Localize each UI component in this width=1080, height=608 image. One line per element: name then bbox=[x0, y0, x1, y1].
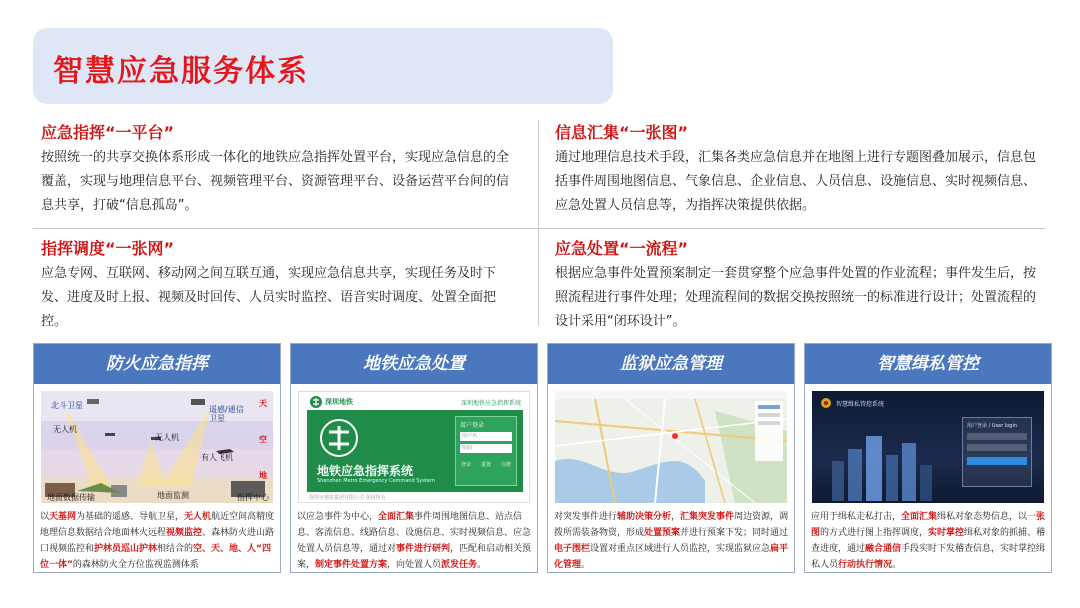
highlight-text: 辅助决策分析 bbox=[617, 512, 672, 522]
section-platform bbox=[41, 122, 521, 218]
metro-login-form bbox=[455, 416, 517, 486]
description-text: 事件周围地图信息、站点信息、客流信息、线路信息、设施信息、实时视频信息、应急处置人员信息等，通过对 bbox=[297, 512, 532, 554]
section-process bbox=[555, 238, 1045, 334]
highlight-text: 视频监控 bbox=[166, 528, 203, 538]
section-title: 应急指挥“一平台” bbox=[41, 123, 175, 142]
highlight-text: 电子围栏 bbox=[554, 544, 591, 554]
description-text: 航近空间高精度地理信息数据结合地面林火远程 bbox=[40, 512, 275, 538]
highlight-text: 全面汇集 bbox=[378, 512, 415, 522]
card-smuggling-control bbox=[804, 343, 1052, 573]
section-body: 应急专网、互联网、移动网之间互联互通，实现应急信息共享，实现任务及时下发、进度及时上报、视频及时回传、人员实时监控、语音实时调度、处置全面把控。 bbox=[41, 266, 497, 329]
description-text: 为基础的遥感、导航卫星， bbox=[76, 512, 185, 522]
metro-system-name-en: Shenzhen Metro Emergency Command System bbox=[317, 478, 435, 484]
highlight-text: 处置预案 bbox=[644, 528, 681, 538]
uav-label: 无人机 bbox=[155, 433, 179, 442]
section-network bbox=[41, 238, 521, 334]
highlight-text: 派发任务 bbox=[441, 560, 478, 570]
description-text: 缉私对象的抓捕、稽查进度，通过 bbox=[811, 528, 1046, 554]
metro-login-panel bbox=[307, 410, 523, 492]
metro-footer: 深圳市地铁集团有限公司 版权所有 bbox=[309, 495, 386, 501]
card-fire-command bbox=[33, 343, 281, 573]
metro-logo-icon bbox=[309, 395, 323, 409]
password-field[interactable] bbox=[967, 444, 1027, 451]
metro-system-name: 地铁应急指挥系统 bbox=[317, 464, 414, 478]
description-text: 、森林防火进山路口视频监控和 bbox=[40, 528, 275, 554]
ground-transmission-label: 地面数据传输 bbox=[47, 493, 95, 502]
section-body: 通过地理信息技术手段，汇集各类应急信息并在地图上进行专题图叠加展示，信息包括事件周围地图信息、气象信息、企业信息、人员信息、设施信息、实时视频信息、应急处置人员信息等，为指挥决策提供依据。 bbox=[555, 150, 1037, 213]
fire-command-diagram bbox=[41, 391, 273, 503]
command-center-label: 指挥中心 bbox=[237, 493, 269, 502]
highlight-text: 制定事件处置方案 bbox=[315, 560, 388, 570]
kong-label: 空 bbox=[259, 435, 267, 444]
username-field[interactable]: 用户名 bbox=[460, 432, 512, 441]
vertical-divider bbox=[538, 120, 539, 325]
highlight-text: 护林员巡山护林 bbox=[94, 544, 158, 554]
description-text: 对突发事件进行 bbox=[554, 512, 618, 522]
description-text: 。 bbox=[892, 560, 902, 570]
description-text: ，匹配和启动相关预案， bbox=[297, 544, 532, 570]
card-header: 地铁应急处置 bbox=[291, 344, 537, 384]
prison-map-screenshot bbox=[555, 391, 787, 503]
card-header: 智慧缉私管控 bbox=[805, 344, 1051, 384]
description-text: 。 bbox=[581, 560, 591, 570]
section-map bbox=[555, 122, 1045, 218]
highlight-text: 空、天、地、人“四位一体” bbox=[40, 544, 271, 570]
description-text: 以应急事件为中心， bbox=[297, 512, 379, 522]
card-header: 防火应急指挥 bbox=[34, 344, 280, 384]
description-text: 相结合的 bbox=[157, 544, 194, 554]
reset-button[interactable]: 重置 bbox=[480, 462, 491, 468]
highlight-text: 行动执行情况 bbox=[838, 560, 893, 570]
card-description bbox=[554, 509, 790, 573]
login-title: 用户登录 / User login bbox=[967, 423, 1018, 429]
description-text: 设置对重点区域进行人员监控，实现监狱应急 bbox=[590, 544, 771, 554]
smuggling-system-name: 智慧缉私管控系统 bbox=[836, 401, 885, 408]
card-description bbox=[40, 509, 276, 573]
description-text: 缉私对象态势信息，以一 bbox=[937, 512, 1037, 522]
section-title: 应急处置“一流程” bbox=[555, 239, 689, 258]
highlight-text: 汇集突发事件 bbox=[680, 512, 735, 522]
ground-monitor-label: 地面监测 bbox=[157, 491, 189, 500]
description-text: 的方式进行图上指挥调度， bbox=[820, 528, 929, 538]
card-header: 监狱应急管理 bbox=[548, 344, 794, 384]
smuggling-login-screenshot bbox=[812, 391, 1044, 503]
username-field[interactable] bbox=[967, 433, 1027, 440]
remote-sat-label: 遥感/通信卫星 bbox=[209, 405, 244, 423]
beidou-label: 北斗卫星 bbox=[51, 401, 83, 410]
horizontal-divider bbox=[33, 228, 1045, 229]
description-text: 应用于缉私走私打击， bbox=[811, 512, 902, 522]
uav-label: 无人机 bbox=[53, 425, 77, 434]
login-button[interactable]: 登录 bbox=[460, 462, 471, 468]
city-skyline-graphic bbox=[822, 431, 962, 501]
register-button[interactable]: 注册 bbox=[500, 462, 511, 468]
highlight-text: 张图 bbox=[811, 512, 1046, 538]
highlight-text: 无人机 bbox=[184, 512, 212, 522]
card-prison-emergency bbox=[547, 343, 795, 573]
di-label: 地 bbox=[259, 471, 267, 480]
customs-emblem-icon bbox=[820, 397, 832, 409]
section-body: 按照统一的共享交换体系形成一体化的地铁应急指挥处置平台，实现应急信息的全覆盖，实现与地理信息平台、视频管理平台、资源管理平台、设备运营平台间的信息共享，打破“信息孤岛”。 bbox=[41, 150, 510, 213]
description-text: ，向处置人员 bbox=[387, 560, 442, 570]
card-description bbox=[811, 509, 1047, 573]
manned-plane-label: 有人飞机 bbox=[201, 453, 233, 462]
description-text: 的森林防火全方位监视监测体系 bbox=[72, 560, 199, 570]
highlight-text: 融合通信 bbox=[865, 544, 902, 554]
metro-login-screenshot bbox=[298, 391, 530, 503]
map-graphic bbox=[555, 391, 787, 503]
description-text: 。 bbox=[477, 560, 487, 570]
section-title: 指挥调度“一张网” bbox=[41, 239, 175, 258]
section-body: 根据应急事件处置预案制定一套贯穿整个应急事件处置的作业流程；事件发生后，按照流程进行事件处理；处理流程间的数据交换按照统一的标准进行设计；处置流程的设计采用“闭环设计”。 bbox=[555, 266, 1037, 329]
password-field[interactable]: 密码 bbox=[460, 444, 512, 453]
login-button[interactable] bbox=[967, 457, 1027, 465]
description-text: ， bbox=[671, 512, 681, 522]
card-description bbox=[297, 509, 533, 573]
metro-emblem-icon bbox=[319, 418, 359, 458]
tian-label: 天 bbox=[259, 399, 267, 408]
highlight-text: 事件进行研判 bbox=[396, 544, 451, 554]
highlight-text: 天基网 bbox=[49, 512, 77, 522]
description-text: 以 bbox=[40, 512, 50, 522]
metro-top-label: 深圳地铁应急指挥系统 bbox=[460, 400, 521, 407]
highlight-text: 实时掌控 bbox=[928, 528, 965, 538]
title-banner bbox=[33, 28, 613, 104]
description-text: 周边资源，调拨所需装备物资，形成 bbox=[554, 512, 789, 538]
description-text: 手段实时下发稽查信息，实时掌控缉私人员 bbox=[811, 544, 1046, 570]
section-title: 信息汇集“一张图” bbox=[555, 123, 689, 142]
smuggling-login-form bbox=[962, 417, 1032, 487]
page-title: 智慧应急服务体系 bbox=[53, 54, 309, 89]
description-text: 并进行预案下发；同时通过 bbox=[680, 528, 789, 538]
login-title: 用户登录 bbox=[460, 422, 485, 429]
card-metro-emergency bbox=[290, 343, 538, 573]
metro-logo-text: 深圳地铁 bbox=[325, 398, 353, 406]
highlight-text: 扁平化管理 bbox=[554, 544, 789, 570]
highlight-text: 全面汇集 bbox=[901, 512, 938, 522]
